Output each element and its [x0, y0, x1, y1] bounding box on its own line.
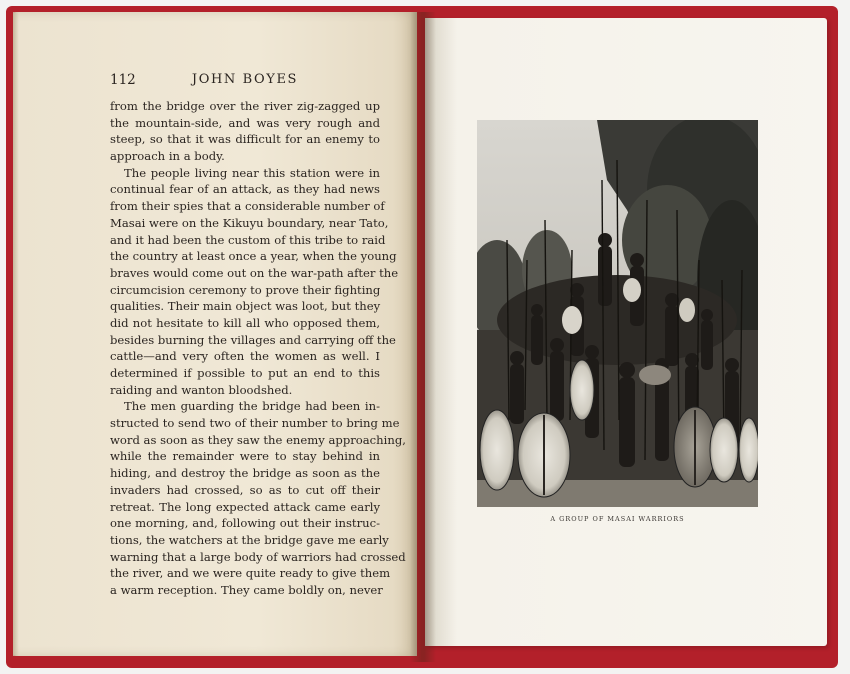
text-line: hiding, and destroy the bridge as soon as the: [110, 466, 380, 481]
text-line: and it had been the custom of this tribe to raid: [110, 232, 386, 247]
plate-caption: A GROUP OF MASAI WARRIORS: [550, 515, 685, 523]
text-line: a warm reception. They came boldly on, never: [110, 582, 383, 597]
body-text: [110, 98, 406, 599]
text-line: cattle—and very often the women as well. I: [110, 349, 380, 364]
text-line: circumcision ceremony to prove their fighting: [110, 282, 381, 297]
text-line: did not hesitate to kill all who opposed them,: [110, 315, 380, 330]
text-line: invaders had crossed, so as to cut off their: [110, 482, 380, 497]
text-line: raiding and wanton bloodshed.: [110, 382, 293, 397]
page-number: 112: [110, 72, 136, 88]
text-line: The people living near this station were in: [124, 165, 380, 180]
text-line: the country at least once a year, when the young: [110, 249, 397, 264]
warriors-photo: [477, 120, 758, 507]
photo-plate: [477, 120, 758, 507]
text-line: warning that a large body of warriors had crossed: [110, 549, 406, 564]
text-line: determined if possible to put an end to this: [110, 366, 380, 380]
text-line: qualities. Their main object was loot, but they: [110, 299, 381, 314]
text-line: retreat. The long expected attack came early: [110, 499, 380, 514]
text-line: one morning, and, following out their instruc-: [110, 516, 380, 531]
text-line: tions, the watchers at the bridge gave me early: [110, 532, 389, 547]
text-line: Masai were on the Kikuyu boundary, near Tato,: [110, 215, 389, 230]
text-line: from the bridge over the river zig-zagged up: [110, 99, 380, 113]
text-line: word as soon as they saw the enemy approaching,: [110, 432, 406, 447]
text-line: approach in a body.: [110, 149, 225, 164]
text-line: The men guarding the bridge had been in-: [124, 399, 380, 414]
text-line: besides burning the villages and carrying off the: [110, 332, 396, 347]
text-line: steep, so that it was difficult for an enemy to: [110, 132, 380, 147]
text-line: continual fear of an attack, as they had news: [110, 182, 380, 197]
running-head: [110, 72, 380, 92]
text-line: while the remainder were to stay behind in: [110, 449, 380, 464]
text-line: the mountain-side, and was very rough and: [110, 115, 380, 130]
text-line: braves would come out on the war-path after the: [110, 265, 399, 280]
text-line: the river, and we were quite ready to give them: [110, 566, 391, 581]
book-gutter: [410, 12, 436, 662]
running-title: JOHN BOYES: [191, 72, 299, 87]
left-page-edge: [13, 12, 19, 656]
text-line: structed to send two of their number to bring me: [110, 416, 400, 431]
text-line: from their spies that a considerable number of: [110, 199, 385, 214]
